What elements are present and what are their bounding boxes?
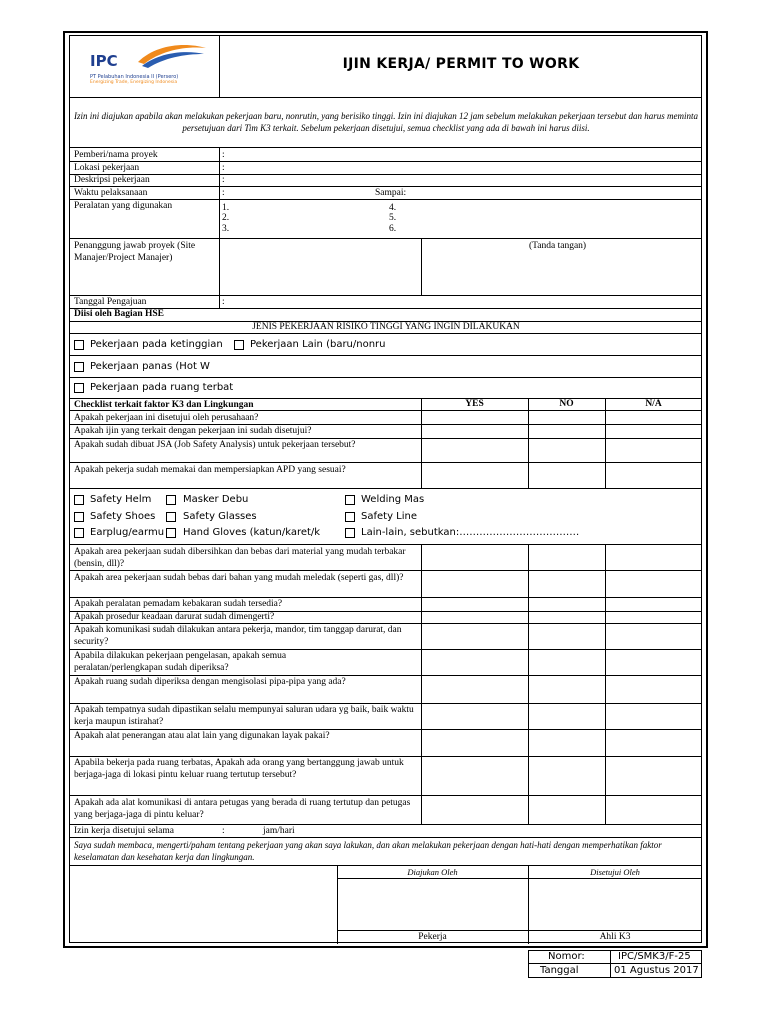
row-line	[70, 824, 702, 825]
doc-col-line	[610, 950, 611, 978]
row-line	[70, 544, 702, 545]
label-disetujui-oleh: Disetujui Oleh	[590, 867, 640, 877]
tool-3[interactable]: 3.	[222, 224, 230, 234]
checkbox-lain-lain[interactable]	[345, 528, 355, 538]
question-7: Apakah peralatan pemadam kebakaran sudah tersedia?	[74, 599, 283, 609]
label-peralatan: Peralatan yang digunakan	[74, 201, 173, 211]
label-tanda-tangan: (Tanda tangan)	[529, 241, 587, 251]
label-lain-lain: Lain-lain, sebutkan:………………………………	[361, 527, 580, 538]
signature-pekerja-box[interactable]	[338, 879, 528, 930]
checkbox-ketinggian[interactable]	[74, 340, 84, 350]
row-line	[70, 756, 702, 757]
col-na-line	[605, 398, 606, 488]
question-3: Apakah sudah dibuat JSA (Job Safety Analysis) untuk pekerjaan tersebut?	[74, 440, 356, 450]
row-line	[70, 462, 702, 463]
label-panas: Pekerjaan panas (Hot W	[90, 361, 210, 372]
tool-6[interactable]: 6.	[389, 224, 397, 234]
tool-1[interactable]: 1.	[222, 203, 230, 213]
checkbox-masker-debu[interactable]	[166, 495, 176, 505]
col-yes-line	[421, 398, 422, 488]
logo-wordmark: IPC	[90, 52, 118, 70]
row-line	[70, 703, 702, 704]
value-nomor: IPC/SMK3/F-25	[618, 951, 691, 962]
checkbox-safety-glasses[interactable]	[166, 512, 176, 522]
label-tanggal-pengajuan: Tanggal Pengajuan	[74, 297, 147, 307]
col-na-line	[605, 544, 606, 824]
col-yes-header: YES	[465, 399, 484, 409]
col-na-header: N/A	[645, 399, 662, 409]
header-bottom-line	[70, 97, 702, 98]
checkbox-safety-shoes[interactable]	[74, 512, 84, 522]
question-9: Apakah komunikasi sudah dilakukan antara pekerja, mandor, tim tanggap darurat, dan security?	[74, 625, 402, 647]
row-line	[70, 333, 702, 334]
col-no-line	[528, 544, 529, 824]
question-10: Apabila dilakukan pekerjaan pengelasan, apakah semua peralatan/perlengkapan sudah diperiksa?	[74, 651, 287, 673]
row-line	[70, 675, 702, 676]
checkbox-safety-helm[interactable]	[74, 495, 84, 505]
value-izin-disetujui[interactable]: :	[222, 826, 225, 836]
label-penanggung: Penanggung jawab proyek (Site Manajer/Project Manajer)	[74, 241, 196, 263]
logo-tagline: Energizing Trade, Energizing Indonesia	[90, 80, 178, 85]
row-line	[70, 438, 702, 439]
question-6: Apakah area pekerjaan sudah bebas dari bahan yang mudah meledak (seperti gas, dll)?	[74, 573, 404, 583]
question-8: Apakah prosedur keadaan darurat sudah dimengerti?	[74, 612, 275, 622]
row-line	[70, 837, 702, 838]
question-13: Apakah alat penerangan atau alat lain yang digunakan layak pakai?	[74, 731, 330, 741]
checkbox-welding-mask[interactable]	[345, 495, 355, 505]
label-masker-debu: Masker Debu	[183, 494, 249, 505]
col-line	[421, 238, 422, 295]
row-line	[70, 488, 702, 489]
document-number-table	[528, 950, 702, 978]
tool-4[interactable]: 4.	[389, 203, 397, 213]
value-deskripsi[interactable]: :	[222, 175, 225, 185]
logo-company: PT Pelabuhan Indonesia II (Persero)	[90, 74, 179, 80]
row-line	[70, 570, 702, 571]
label-jam-hari: jam/hari	[263, 826, 295, 836]
row-line	[70, 795, 702, 796]
label-lokasi: Lokasi pekerjaan	[74, 163, 140, 173]
checkbox-ruang-terbatas[interactable]	[74, 383, 84, 393]
label-izin-disetujui: Izin kerja disetujui selama	[74, 826, 174, 836]
label-welding-mask: Welding Mas	[361, 494, 425, 505]
question-11: Apakah ruang sudah diperiksa dengan mengisolasi pipa-pipa yang ada?	[74, 677, 346, 687]
label-diajukan-oleh: Diajukan Oleh	[407, 867, 458, 877]
label-sampai: Sampai:	[375, 188, 407, 198]
col-line	[219, 148, 220, 308]
label-waktu: Waktu pelaksanaan	[74, 188, 148, 198]
label-pekerja: Pekerja	[418, 932, 447, 942]
label-ketinggian: Pekerjaan pada ketinggian	[90, 339, 223, 350]
intro-text: Izin ini diajukan apabila akan melakukan pekerjaan baru, nonrutin, yang berisiko tinggi. Izin ini diajukan 12 jam sebelum melakukan pekerjaan tersebut dan harus meminta persetujuan dari Tim K3 terkait. Sebelum pekerjaan disetujui, semua checklist yang ada di bawah ini harus diisi.	[74, 111, 698, 133]
value-waktu[interactable]: :	[222, 188, 225, 198]
label-safety-shoes: Safety Shoes	[90, 511, 156, 522]
checkbox-safety-line[interactable]	[345, 512, 355, 522]
checkbox-panas[interactable]	[74, 362, 84, 372]
value-lokasi[interactable]: :	[222, 163, 225, 173]
label-safety-glasses: Safety Glasses	[183, 511, 257, 522]
row-line	[70, 308, 702, 309]
label-nomor: Nomor:	[548, 951, 585, 962]
label-safety-helm: Safety Helm	[90, 494, 152, 505]
header-divider	[219, 36, 220, 97]
company-logo	[86, 42, 214, 90]
label-hand-gloves: Hand Gloves (katun/karet/k	[183, 527, 321, 538]
col-no-header: NO	[559, 399, 574, 409]
checkbox-pekerjaan-lain[interactable]	[234, 340, 244, 350]
jenis-heading: JENIS PEKERJAAN RISIKO TINGGI YANG INGIN DILAKUKAN	[252, 322, 520, 332]
checklist-heading: Checklist terkait faktor K3 dan Lingkungan	[74, 400, 254, 410]
question-5: Apakah area pekerjaan sudah dibersihkan dan bebas dari material yang mudah terbakar (bensin, dll)?	[74, 547, 406, 569]
col-yes-line	[421, 544, 422, 824]
row-line	[70, 161, 702, 162]
checkbox-hand-gloves[interactable]	[166, 528, 176, 538]
label-pekerjaan-lain: Pekerjaan Lain (baru/nonru	[250, 339, 386, 350]
question-14: Apabila bekerja pada ruang terbatas, Apakah ada orang yang bertanggung jawab untuk berjaga-jaga di lokasi pintu keluar ruang tertutup tersebut?	[74, 758, 404, 780]
question-12: Apakah tempatnya sudah dipastikan selalu mempunyai saluran udara yg baik, baik waktu kerja maupun istirahat?	[74, 705, 414, 727]
label-earplug: Earplug/earmu	[90, 527, 164, 538]
row-line	[70, 649, 702, 650]
row-line	[70, 424, 702, 425]
row-line	[70, 377, 702, 378]
label-safety-line: Safety Line	[361, 511, 418, 522]
label-ahli-k3: Ahli K3	[599, 932, 631, 942]
row-line	[70, 355, 702, 356]
tool-2[interactable]: 2.	[222, 213, 230, 223]
form-title: IJIN KERJA/ PERMIT TO WORK	[342, 56, 580, 72]
row-line	[70, 623, 702, 624]
row-line	[70, 729, 702, 730]
signature-ahli-box[interactable]	[529, 879, 702, 930]
col-no-line	[528, 398, 529, 488]
value-tanggal-dokumen: 01 Agustus 2017	[614, 965, 699, 976]
label-deskripsi: Deskripsi pekerjaan	[74, 175, 150, 185]
statement-text: Saya sudah membaca, mengerti/paham tentang pekerjaan yang akan saya lakukan, dan akan melakukan pekerjaan dengan hati-hati dengan memperhatikan faktor keselamatan dan kesehatan kerja dan lingkungan.	[74, 840, 662, 862]
row-line	[70, 238, 702, 239]
tool-5[interactable]: 5.	[389, 213, 397, 223]
value-tanggal-pengajuan[interactable]: :	[222, 297, 225, 307]
row-line	[70, 174, 702, 175]
checkbox-earplug[interactable]	[74, 528, 84, 538]
question-15: Apakah ada alat komunikasi di antara petugas yang berada di ruang tertutup dan petugas yang berjaga-jaga di pintu keluar?	[74, 798, 411, 820]
label-pemberi: Pemberi/nama proyek	[74, 150, 158, 160]
row-line	[70, 295, 702, 296]
label-tanggal-dokumen: Tanggal	[540, 965, 579, 976]
hse-heading: Diisi oleh Bagian HSE	[74, 309, 165, 319]
question-2: Apakah ijin yang terkait dengan pekerjaan ini sudah disetujui?	[74, 426, 312, 436]
sign-row-line	[337, 930, 702, 931]
label-ruang-terbatas: Pekerjaan pada ruang terbat	[90, 382, 234, 393]
row-line	[70, 186, 702, 187]
question-4: Apakah pekerja sudah memakai dan mempersiapkan APD yang sesuai?	[74, 465, 346, 475]
row-line	[70, 199, 702, 200]
intro-bottom-line	[70, 147, 702, 148]
value-pemberi[interactable]: :	[222, 150, 225, 160]
row-line	[70, 597, 702, 598]
question-1: Apakah pekerjaan ini disetujui oleh perusahaan?	[74, 413, 259, 423]
